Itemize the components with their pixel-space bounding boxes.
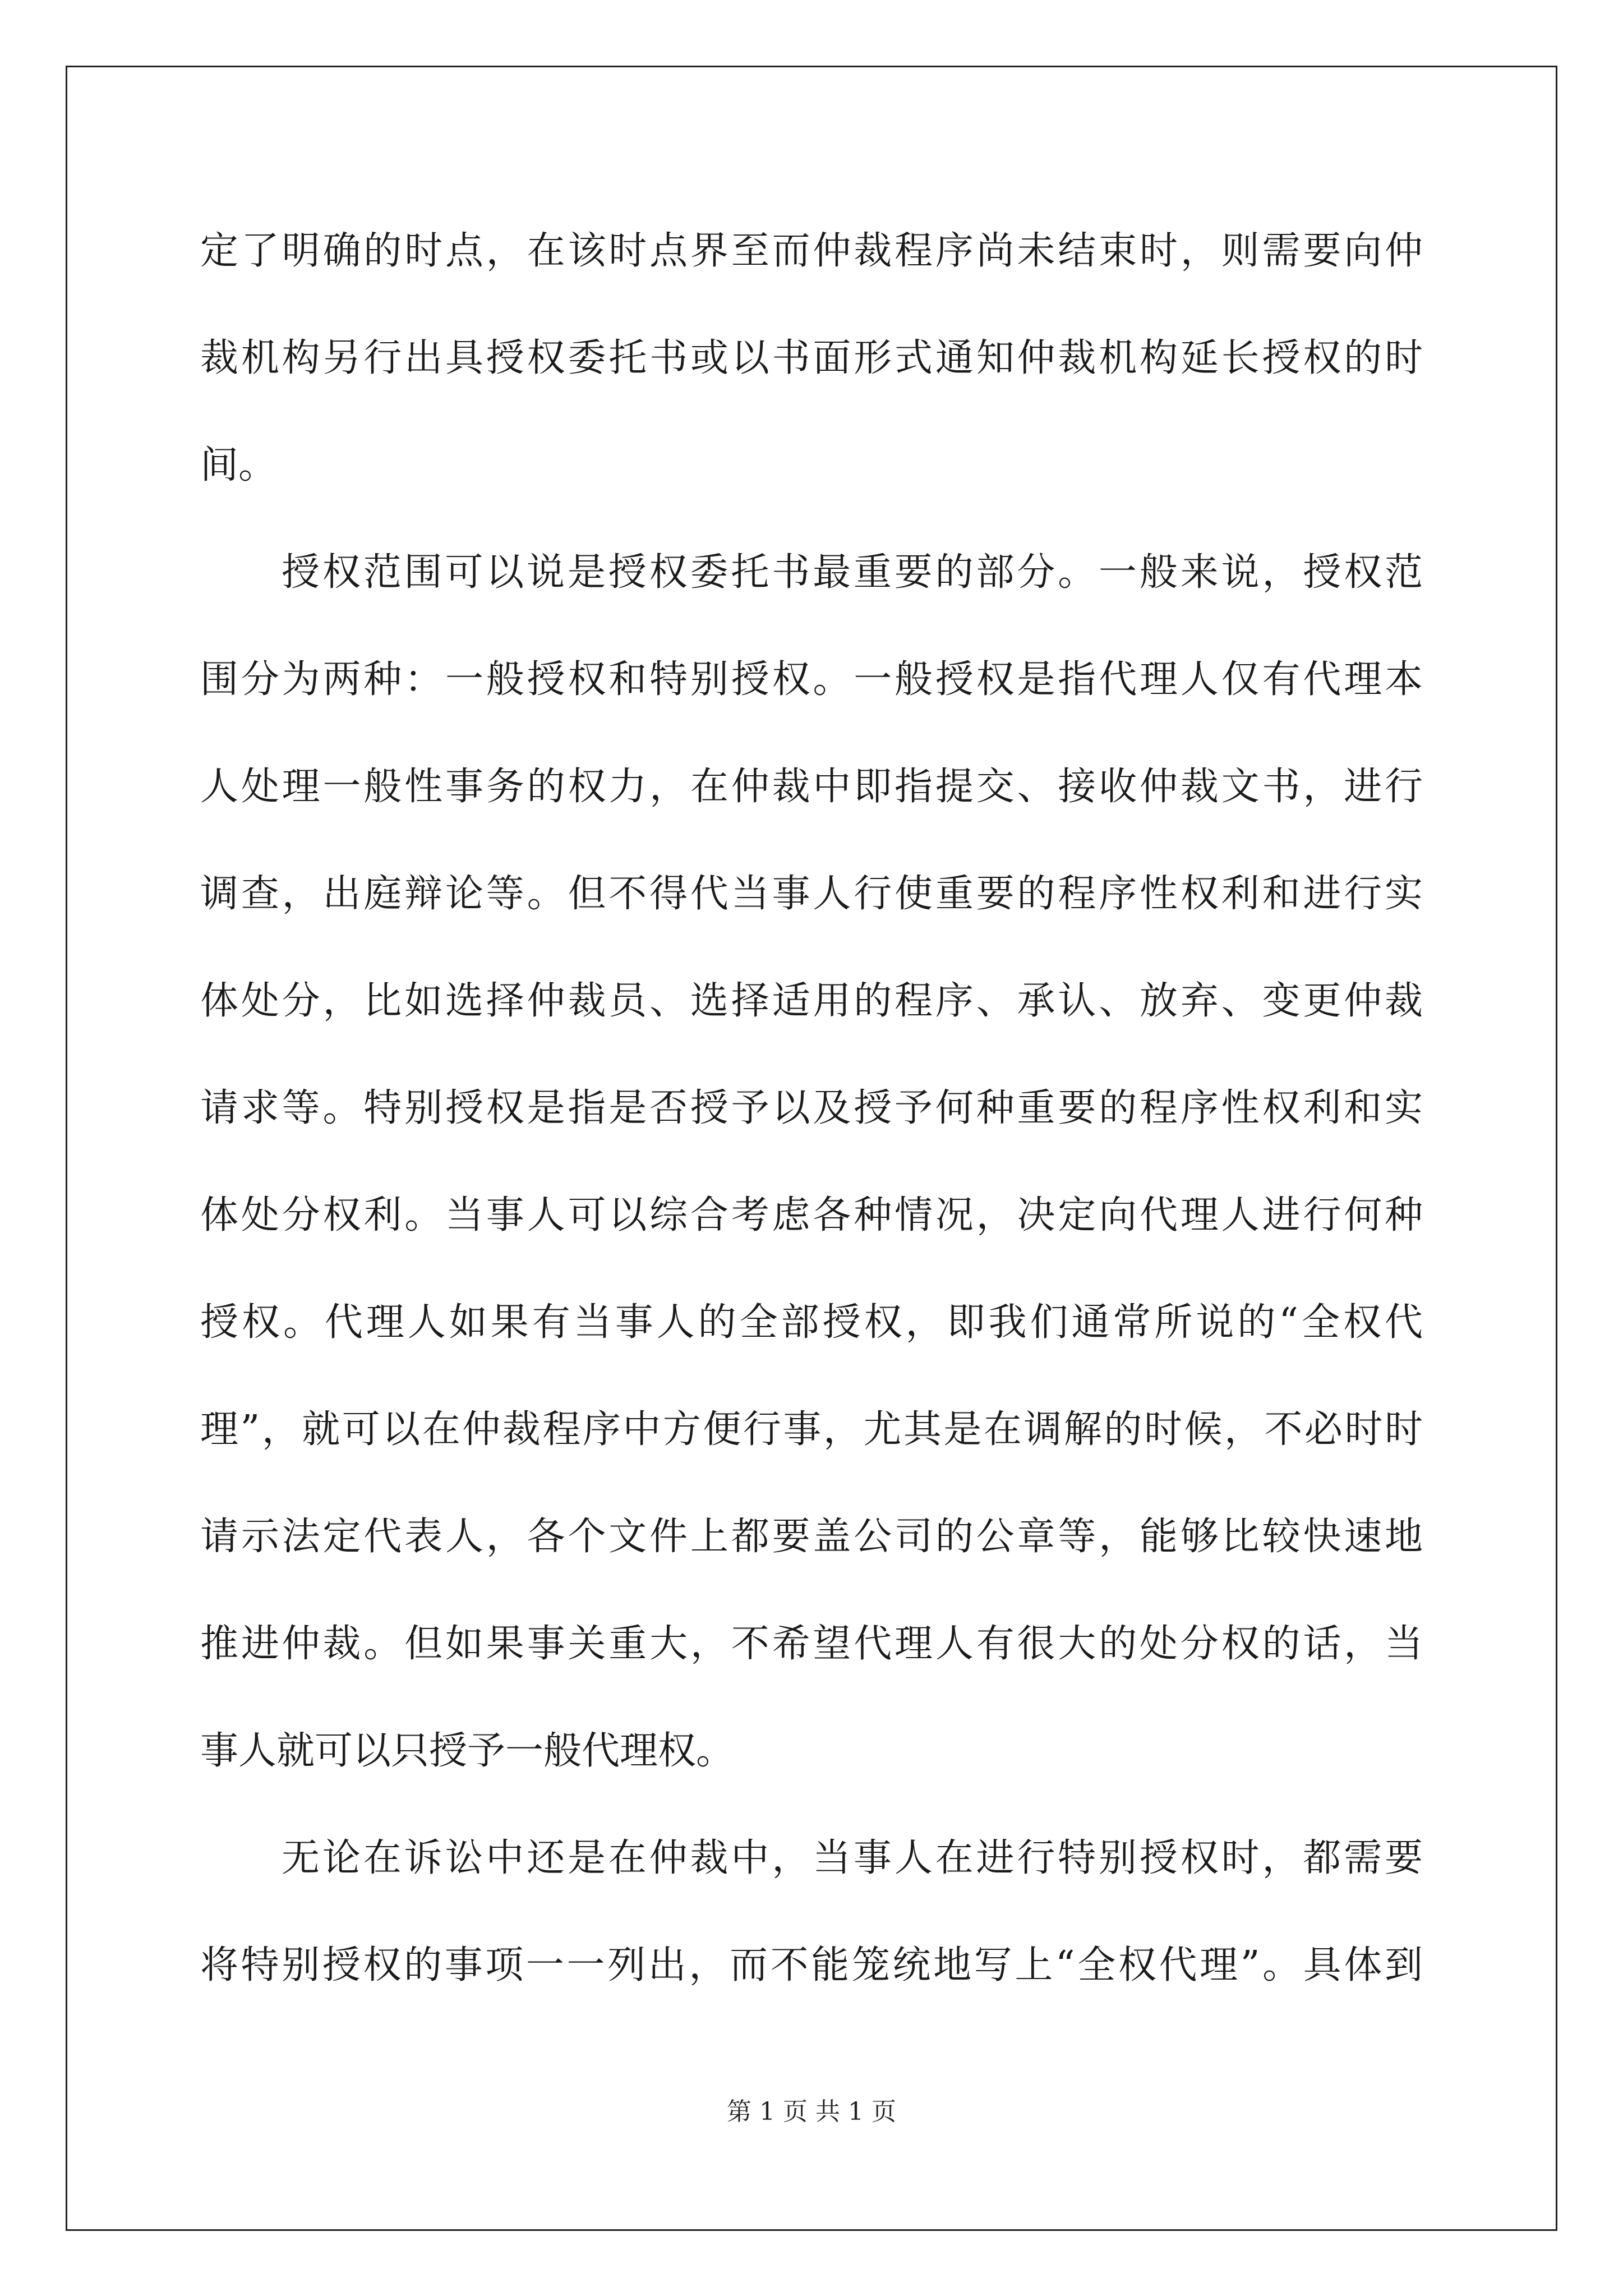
paragraph-1-line-3: 间。 <box>200 443 277 487</box>
paragraph-2-line-8: 授权。代理人如果有当事人的全部授权，即我们通常所说的“全权代 <box>200 1300 1423 1345</box>
paragraph-2-line-6: 请求等。特别授权是指是否授予以及授予何种重要的程序性权利和实 <box>200 1086 1423 1130</box>
paragraph-2-line-4: 调查，出庭辩论等。但不得代当事人行使重要的程序性权利和进行实 <box>200 872 1423 916</box>
page-number-footer: 第 1 页 共 1 页 <box>727 2097 896 2126</box>
paragraph-2-line-9: 理”，就可以在仲裁程序中方便行事，尤其是在调解的时候，不必时时 <box>200 1407 1423 1452</box>
paragraph-2-line-5: 体处分，比如选择仲裁员、选择适用的程序、承认、放弃、变更仲裁 <box>200 979 1423 1023</box>
paragraph-2-line-3: 人处理一般性事务的权力，在仲裁中即指提交、接收仲裁文书，进行 <box>200 765 1423 809</box>
document-body <box>200 197 1423 2019</box>
paragraph-3-line-1: 无论在诉讼中还是在仲裁中，当事人在进行特别授权时，都需要 <box>282 1836 1423 1880</box>
paragraph-1-line-2: 裁机构另行出具授权委托书或以书面形式通知仲裁机构延长授权的时 <box>200 336 1423 380</box>
paragraph-2-line-1: 授权范围可以说是授权委托书最重要的部分。一般来说，授权范 <box>282 550 1423 595</box>
paragraph-2-line-11: 推进仲裁。但如果事关重大，不希望代理人有很大的处分权的话，当 <box>200 1622 1423 1666</box>
paragraph-2-line-2: 围分为两种：一般授权和特别授权。一般授权是指代理人仅有代理本 <box>200 657 1423 702</box>
paragraph-2-line-12: 事人就可以只授予一般代理权。 <box>200 1729 735 1773</box>
paragraph-2-line-10: 请示法定代表人，各个文件上都要盖公司的公章等，能够比较快速地 <box>200 1515 1423 1559</box>
paragraph-3-line-2: 将特别授权的事项一一列出，而不能笼统地写上“全权代理”。具体到 <box>200 1943 1423 1987</box>
paragraph-2-line-7: 体处分权利。当事人可以综合考虑各种情况，决定向代理人进行何种 <box>200 1193 1423 1237</box>
paragraph-1-line-1: 定了明确的时点，在该时点界至而仲裁程序尚未结束时，则需要向仲 <box>200 229 1423 273</box>
